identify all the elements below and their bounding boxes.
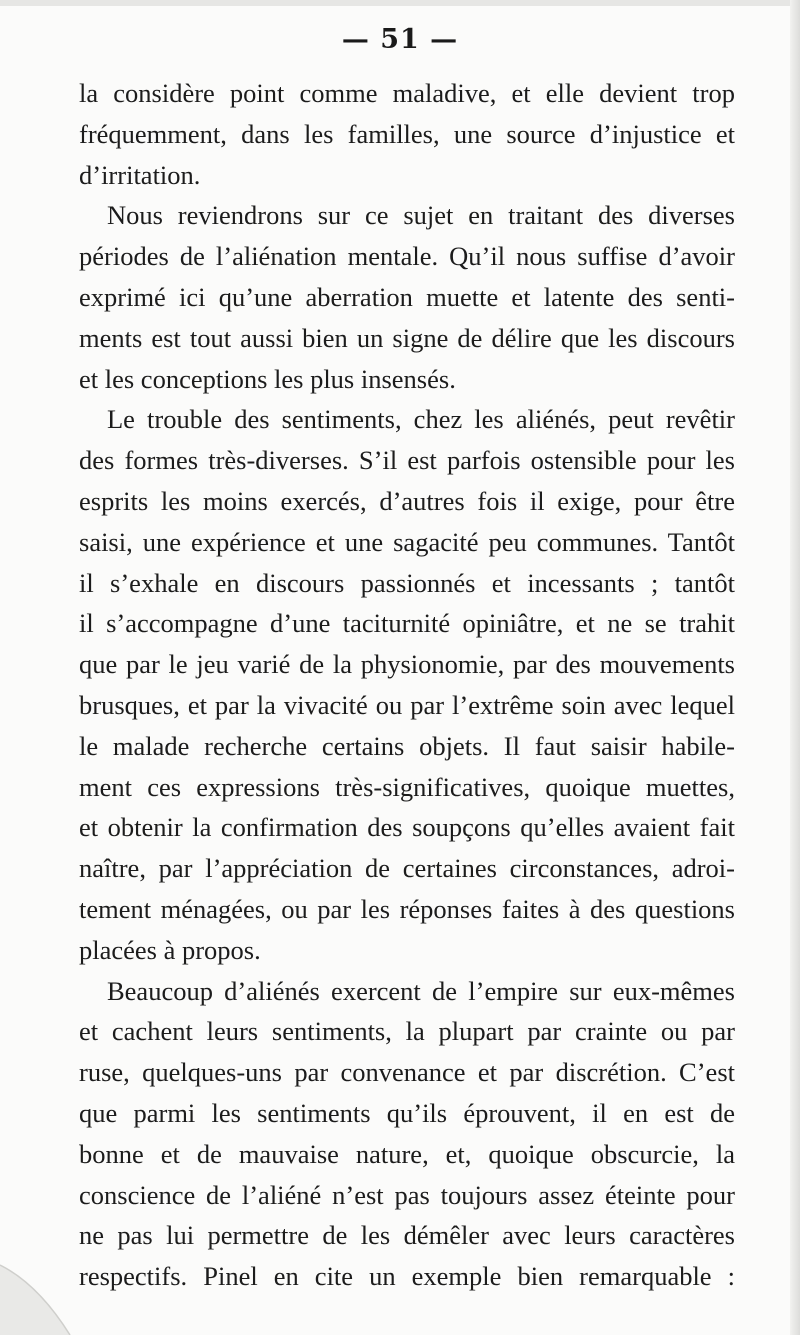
text-line: exprimé ici qu’une aberration muette et latente des senti-: [79, 281, 735, 312]
text-line: brusques, et par la vivacité ou par l’extrême soin avec lequel: [79, 689, 735, 720]
text-line: périodes de l’aliénation mentale. Qu’il nous suffise d’avoir: [79, 241, 735, 272]
paragraph: [79, 73, 735, 195]
text-line: et cachent leurs sentiments, la plupart par crainte ou par: [79, 1016, 735, 1047]
page-corner-fold: [0, 1255, 90, 1335]
text-line: ment ces expressions très-significatives, quoique muettes,: [79, 771, 735, 802]
text-line: et les conceptions les plus insensés.: [79, 363, 456, 394]
text-line: ruse, quelques-uns par convenance et par discrétion. C’est: [79, 1057, 735, 1088]
text-line: le malade recherche certains objets. Il faut saisir habile-: [79, 730, 735, 761]
text-line: saisi, une expérience et une sagacité peu communes. Tantôt: [79, 526, 735, 557]
text-line: Nous reviendrons sur ce sujet en traitant des diverses: [107, 200, 735, 231]
text-line: la considère point comme maladive, et elle devient trop: [79, 78, 735, 108]
paragraph: [79, 399, 735, 970]
page-number: — 51 —: [341, 24, 459, 55]
text-line: d’irritation.: [79, 159, 201, 190]
text-line: bonne et de mauvaise nature, et, quoique obscurcie, la: [79, 1138, 735, 1169]
text-line: Beaucoup d’aliénés exercent de l’empire sur eux-mêmes: [107, 975, 735, 1006]
text-line: tement ménagées, ou par les réponses faites à des questions: [79, 893, 735, 924]
text-line: Le trouble des sentiments, chez les aliénés, peut revêtir: [107, 404, 735, 435]
text-line: ments est tout aussi bien un signe de délire que les discours: [79, 322, 735, 353]
text-line: que parmi les sentiments qu’ils éprouvent, il en est de: [79, 1097, 735, 1128]
page-top-edge: [0, 0, 800, 6]
text-line: conscience de l’aliéné n’est pas toujours assez éteinte pour: [79, 1179, 735, 1210]
text-line: placées à propos.: [79, 934, 261, 965]
paragraph: [79, 971, 735, 1297]
paragraph: [79, 195, 735, 399]
text-line: esprits les moins exercés, d’autres fois il exige, pour être: [79, 485, 735, 516]
body-text: [79, 73, 735, 1297]
text-line: des formes très-diverses. S’il est parfois ostensible pour les: [79, 445, 735, 476]
text-line: fréquemment, dans les familles, une source d’injustice et: [79, 118, 735, 149]
text-line: il s’accompagne d’une taciturnité opiniâtre, et ne se trahit: [79, 608, 735, 639]
text-line: ne pas lui permettre de les démêler avec leurs caractères: [79, 1220, 735, 1251]
text-line: naître, par l’appréciation de certaines circonstances, adroi-: [79, 853, 735, 884]
text-line: il s’exhale en discours passionnés et incessants ; tantôt: [79, 567, 735, 598]
page-right-edge: [790, 0, 800, 1335]
text-line: et obtenir la confirmation des soupçons qu’elles avaient fait: [79, 812, 735, 843]
text-line: que par le jeu varié de la physionomie, par des mouvements: [79, 649, 735, 680]
text-line: respectifs. Pinel en cite un exemple bien remarquable :: [79, 1261, 735, 1292]
